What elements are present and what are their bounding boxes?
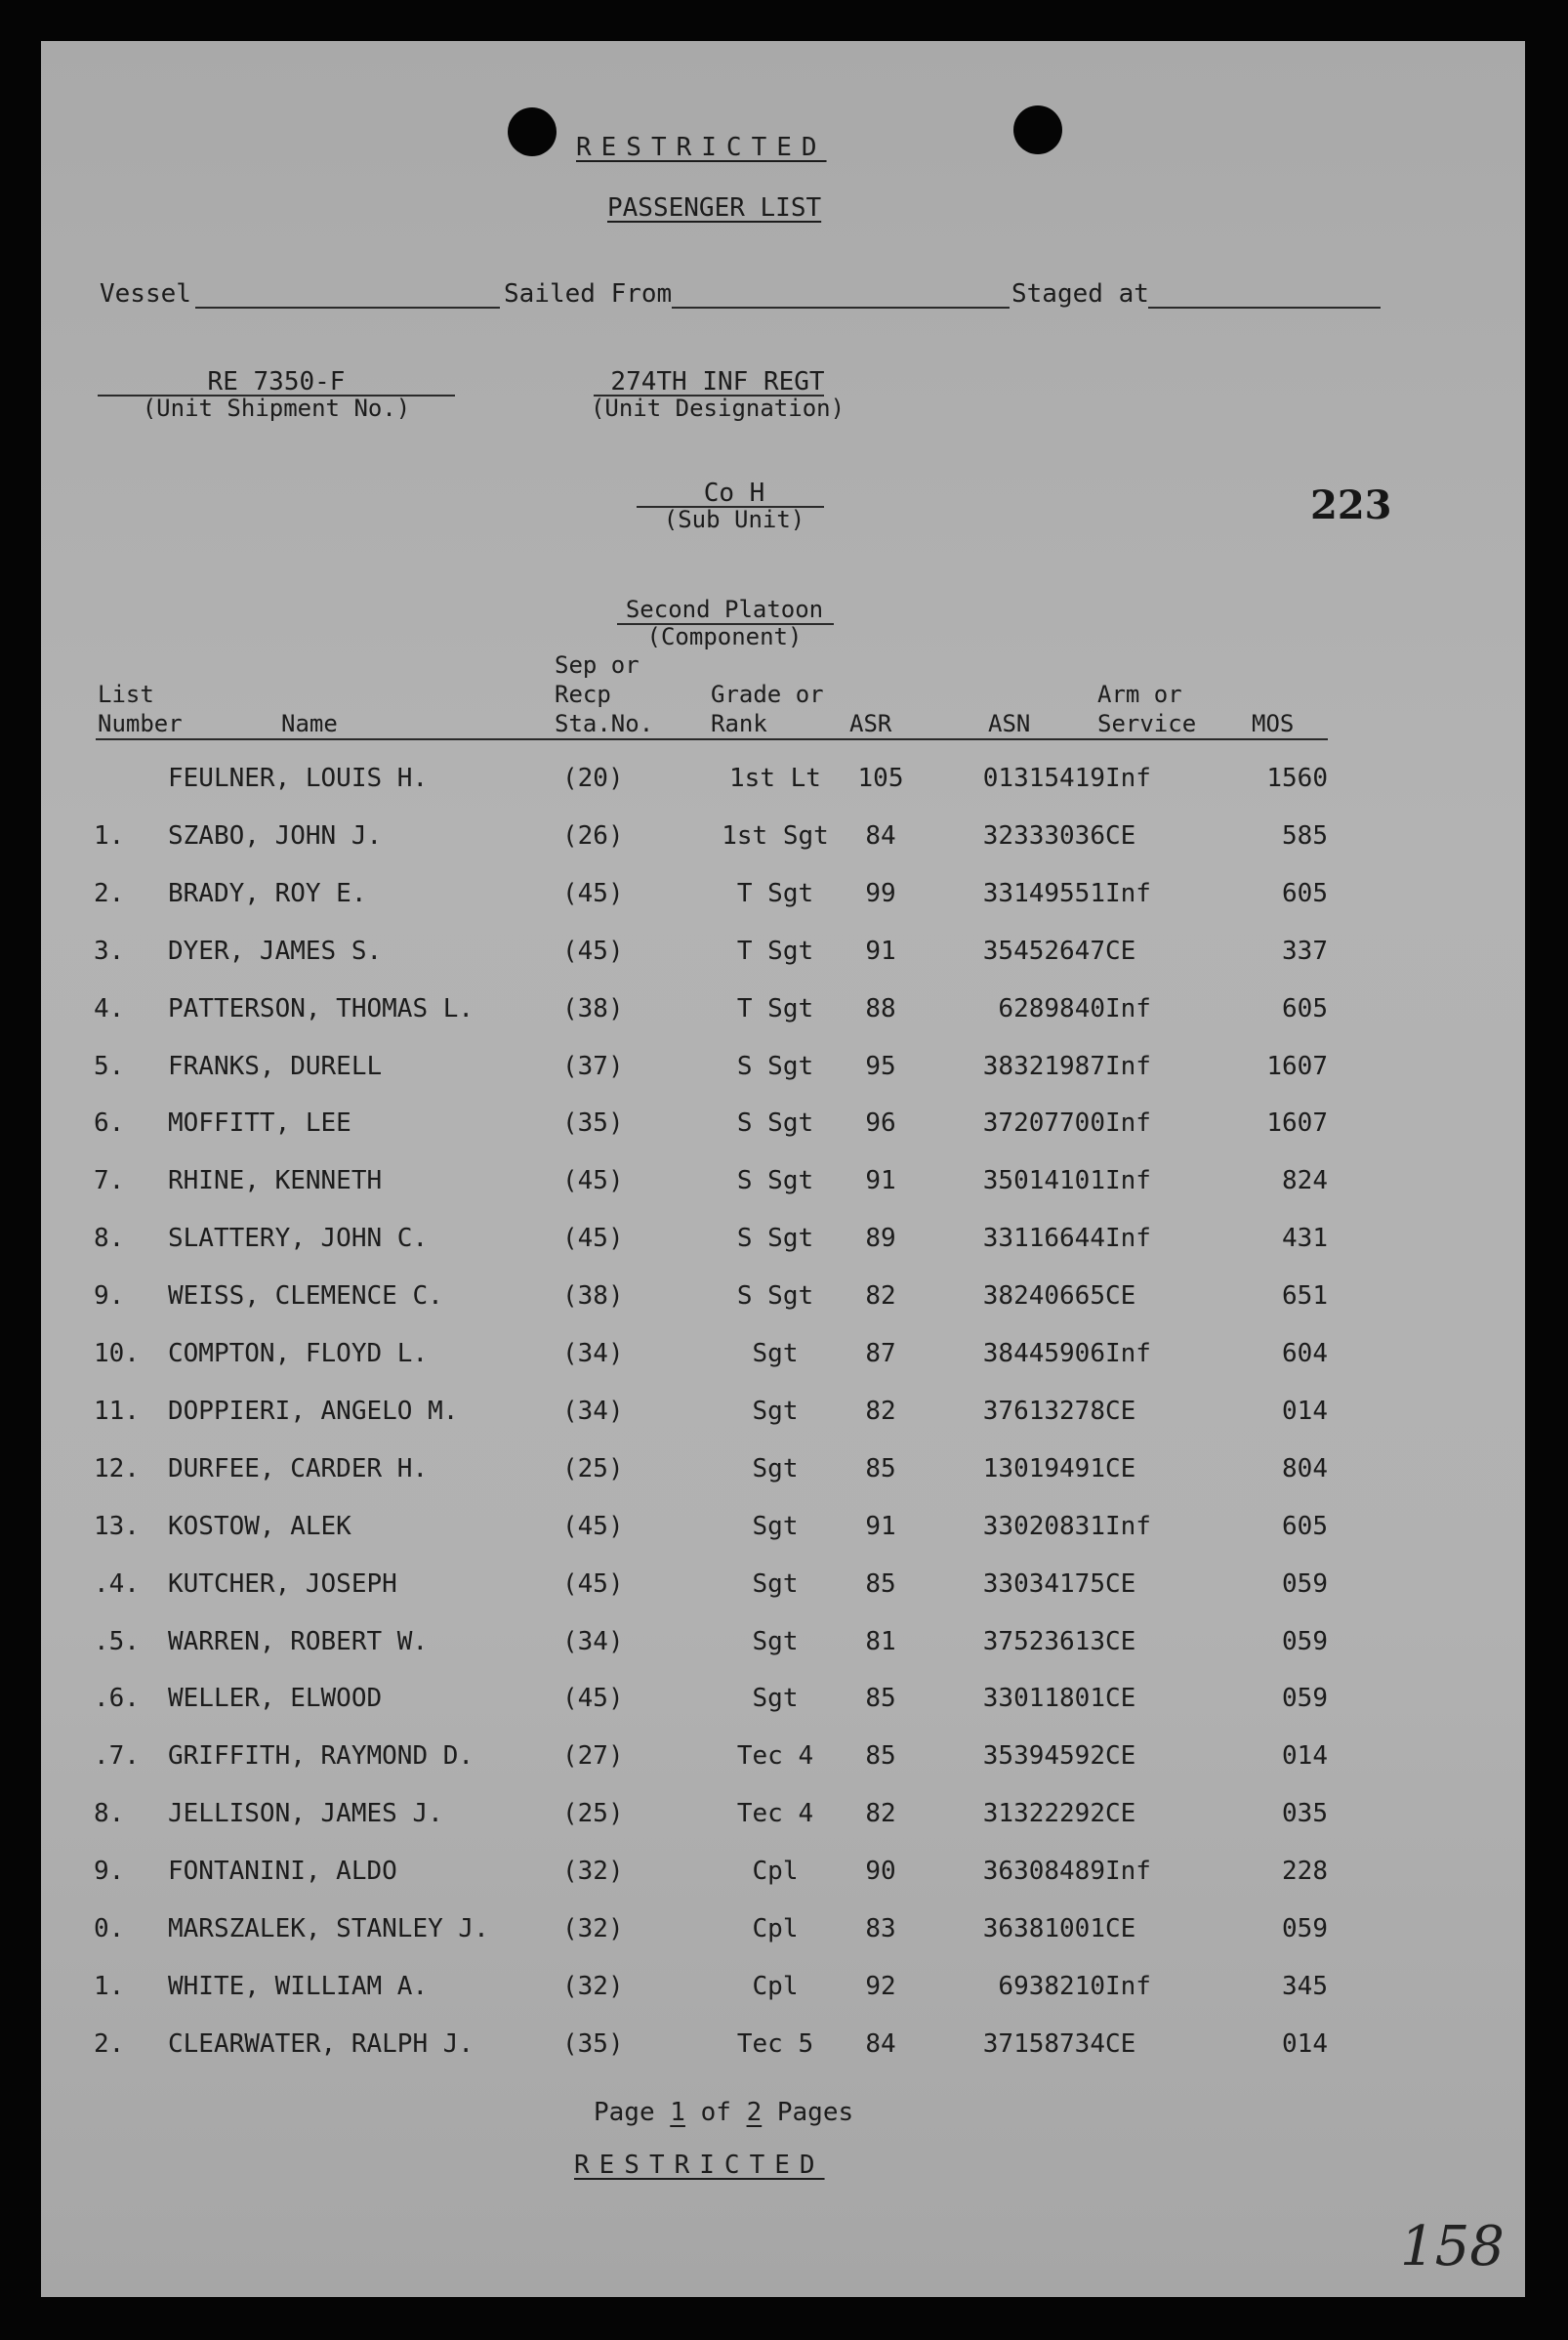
cell-mos: 059 — [1282, 1626, 1328, 1656]
table-row — [41, 1914, 1525, 1953]
cell-name: WEISS, CLEMENCE C. — [168, 1281, 443, 1312]
cell-arm: CE — [1105, 1741, 1136, 1772]
table-row — [41, 1281, 1525, 1320]
arm-service-header — [1097, 680, 1196, 738]
cell-sta: (20) — [562, 764, 624, 793]
grade-header-line2: Rank — [711, 710, 767, 737]
cell-asn: 37523613 — [982, 1626, 1105, 1656]
cell-arm: Inf — [1105, 764, 1151, 793]
arm-header-line1: Arm or — [1097, 681, 1182, 708]
cell-arm: CE — [1105, 1453, 1136, 1483]
unit-designation: 274TH INF REGT — [610, 367, 825, 397]
cell-num: .4. — [94, 1568, 140, 1599]
cell-sta: (34) — [562, 1339, 624, 1368]
cell-asn: 37158734 — [982, 2028, 1105, 2059]
cell-asn: 38445906 — [982, 1339, 1105, 1368]
cell-num: .5. — [94, 1626, 140, 1656]
cell-num: 9. — [94, 1857, 125, 1887]
component-caption: (Component) — [646, 623, 803, 650]
page-indicator — [594, 2098, 853, 2127]
cell-mos: 605 — [1282, 878, 1328, 908]
cell-asn: 6289840 — [998, 993, 1105, 1024]
table-row — [41, 879, 1525, 918]
cell-num: 12. — [94, 1453, 140, 1483]
cell-mos: 059 — [1282, 1684, 1328, 1714]
cell-name: WARREN, ROBERT W. — [168, 1626, 429, 1656]
cell-asn: 38321987 — [982, 1051, 1105, 1081]
cell-asn: 33034175 — [982, 1568, 1105, 1599]
cell-num: 6. — [94, 1108, 125, 1139]
cell-asr: 91 — [865, 936, 896, 966]
table-row — [41, 1454, 1525, 1493]
sheet-number: 223 — [1310, 482, 1392, 528]
table-row — [41, 1799, 1525, 1838]
cell-sta: (45) — [562, 1224, 624, 1254]
cell-grade: T Sgt — [736, 878, 814, 908]
sep-header-line1: Sep or — [555, 651, 640, 679]
document-page — [41, 41, 1525, 2297]
cell-grade: Sgt — [752, 1396, 799, 1426]
table-row — [41, 1684, 1525, 1723]
sub-unit-caption: (Sub Unit) — [663, 506, 805, 533]
list-number-header — [98, 680, 183, 738]
cell-grade: Tec 4 — [736, 1799, 814, 1829]
cell-mos: 059 — [1282, 1568, 1328, 1599]
restricted-footer: RESTRICTED — [574, 2151, 825, 2180]
cell-grade: Sgt — [752, 1339, 799, 1368]
cell-grade: 1st Lt — [729, 764, 821, 793]
cell-sta: (25) — [562, 1799, 624, 1829]
cell-sta: (37) — [562, 1051, 624, 1081]
table-row — [41, 937, 1525, 976]
table-row — [41, 1166, 1525, 1205]
cell-mos: 605 — [1282, 1511, 1328, 1541]
cell-arm: CE — [1105, 2028, 1136, 2059]
sub-unit: Co H — [703, 479, 765, 508]
cell-mos: 228 — [1282, 1857, 1328, 1887]
cell-num: .7. — [94, 1741, 140, 1772]
cell-num: 7. — [94, 1166, 125, 1196]
cell-asr: 91 — [865, 1511, 896, 1541]
cell-asn: 31322292 — [982, 1799, 1105, 1829]
cell-asr: 82 — [865, 1281, 896, 1312]
cell-grade: S Sgt — [736, 1166, 814, 1196]
cell-num: 11. — [94, 1396, 140, 1426]
cell-num: 3. — [94, 936, 125, 966]
table-row — [41, 821, 1525, 860]
cell-mos: 804 — [1282, 1453, 1328, 1483]
cell-grade: T Sgt — [736, 993, 814, 1024]
arm-header-line2: Service — [1097, 710, 1197, 737]
restricted-heading: RESTRICTED — [576, 133, 827, 162]
cell-mos: 337 — [1282, 936, 1328, 966]
cell-mos: 1607 — [1266, 1051, 1328, 1081]
vessel-label: Vessel — [100, 279, 191, 309]
cell-name: RHINE, KENNETH — [168, 1166, 383, 1196]
cell-name: WHITE, WILLIAM A. — [168, 1971, 429, 2001]
cell-asr: 89 — [865, 1224, 896, 1254]
cell-num: 8. — [94, 1224, 125, 1254]
cell-name: DOPPIERI, ANGELO M. — [168, 1396, 459, 1426]
header-rule — [96, 738, 1328, 740]
cell-sta: (45) — [562, 1684, 624, 1714]
cell-asr: 105 — [857, 764, 904, 793]
cell-name: FRANKS, DURELL — [168, 1051, 383, 1081]
cell-asn: 37207700 — [982, 1108, 1105, 1139]
cell-grade: Sgt — [752, 1453, 799, 1483]
staged-at-field-line — [1148, 307, 1381, 309]
cell-mos: 1607 — [1266, 1108, 1328, 1139]
cell-name: KUTCHER, JOSEPH — [168, 1568, 397, 1599]
page-word: Page — [594, 2098, 655, 2127]
cell-arm: Inf — [1105, 993, 1151, 1024]
cell-asn: 6938210 — [998, 1971, 1105, 2001]
pages-word: Pages — [776, 2098, 854, 2127]
cell-sta: (38) — [562, 993, 624, 1024]
cell-mos: 059 — [1282, 1914, 1328, 1943]
table-row — [41, 1627, 1525, 1666]
cell-name: DYER, JAMES S. — [168, 936, 383, 966]
name-header: Name — [281, 710, 338, 737]
cell-num: 8. — [94, 1799, 125, 1829]
mos-header: MOS — [1252, 710, 1295, 737]
cell-name: SLATTERY, JOHN C. — [168, 1224, 429, 1254]
cell-asr: 84 — [865, 820, 896, 851]
cell-sta: (32) — [562, 1857, 624, 1887]
cell-mos: 431 — [1282, 1224, 1328, 1254]
cell-mos: 651 — [1282, 1281, 1328, 1312]
cell-asr: 85 — [865, 1568, 896, 1599]
cell-asn: 13019491 — [982, 1453, 1105, 1483]
cell-grade: S Sgt — [736, 1051, 814, 1081]
cell-sta: (35) — [562, 2028, 624, 2059]
cell-asn: 32333036 — [982, 820, 1105, 851]
table-row — [41, 1512, 1525, 1551]
cell-grade: Tec 4 — [736, 1741, 814, 1772]
cell-asr: 96 — [865, 1108, 896, 1139]
cell-grade: Cpl — [752, 1857, 799, 1887]
cell-arm: CE — [1105, 936, 1136, 966]
cell-mos: 014 — [1282, 2028, 1328, 2059]
cell-arm: Inf — [1105, 1971, 1151, 2001]
cell-name: FONTANINI, ALDO — [168, 1857, 397, 1887]
cell-arm: Inf — [1105, 1108, 1151, 1139]
cell-grade: T Sgt — [736, 936, 814, 966]
cell-num: .6. — [94, 1684, 140, 1714]
sep-header-line2: Recp — [555, 681, 611, 708]
cell-sta: (45) — [562, 1166, 624, 1196]
punch-hole — [508, 107, 557, 156]
cell-asr: 87 — [865, 1339, 896, 1368]
cell-arm: Inf — [1105, 1339, 1151, 1368]
cell-asn: 33149551 — [982, 878, 1105, 908]
cell-arm: CE — [1105, 1281, 1136, 1312]
cell-asr: 82 — [865, 1799, 896, 1829]
list-header-line1: List — [98, 681, 154, 708]
cell-grade: Sgt — [752, 1568, 799, 1599]
cell-asn: 33116644 — [982, 1224, 1105, 1254]
cell-sta: (45) — [562, 1568, 624, 1599]
cell-num: 1. — [94, 1971, 125, 2001]
cell-grade: S Sgt — [736, 1108, 814, 1139]
table-row — [41, 994, 1525, 1033]
of-word: of — [700, 2098, 731, 2127]
cell-num: 0. — [94, 1914, 125, 1943]
cell-asr: 83 — [865, 1914, 896, 1943]
cell-grade: Cpl — [752, 1914, 799, 1943]
cell-mos: 604 — [1282, 1339, 1328, 1368]
vessel-field-line — [195, 307, 500, 309]
cell-name: WELLER, ELWOOD — [168, 1684, 383, 1714]
cell-asr: 88 — [865, 993, 896, 1024]
cell-grade: Tec 5 — [736, 2028, 814, 2059]
cell-num: 2. — [94, 878, 125, 908]
cell-asn: 35452647 — [982, 936, 1105, 966]
asn-header: ASN — [988, 710, 1031, 737]
table-row — [41, 2029, 1525, 2068]
grade-header — [711, 680, 824, 738]
cell-asn: 01315419 — [982, 764, 1105, 793]
cell-name: SZABO, JOHN J. — [168, 820, 383, 851]
cell-asr: 92 — [865, 1971, 896, 2001]
punch-hole — [1013, 105, 1062, 154]
cell-asr: 85 — [865, 1453, 896, 1483]
cell-grade: Sgt — [752, 1511, 799, 1541]
cell-grade: Sgt — [752, 1626, 799, 1656]
cell-asr: 84 — [865, 2028, 896, 2059]
cell-num: 4. — [94, 993, 125, 1024]
component: Second Platoon — [625, 596, 824, 623]
cell-asn: 35394592 — [982, 1741, 1105, 1772]
grade-header-line1: Grade or — [711, 681, 824, 708]
cell-name: COMPTON, FLOYD L. — [168, 1339, 429, 1368]
table-row — [41, 1972, 1525, 2011]
cell-mos: 824 — [1282, 1166, 1328, 1196]
table-row — [41, 1224, 1525, 1263]
cell-name: MARSZALEK, STANLEY J. — [168, 1914, 489, 1943]
table-row — [41, 764, 1525, 803]
cell-sta: (45) — [562, 1511, 624, 1541]
unit-shipment-caption: (Unit Shipment No.) — [142, 395, 411, 422]
cell-sta: (32) — [562, 1914, 624, 1943]
cell-asr: 95 — [865, 1051, 896, 1081]
cell-mos: 345 — [1282, 1971, 1328, 2001]
cell-arm: Inf — [1105, 878, 1151, 908]
cell-name: BRADY, ROY E. — [168, 878, 367, 908]
table-row — [41, 1857, 1525, 1896]
table-row — [41, 1108, 1525, 1148]
cell-name: JELLISON, JAMES J. — [168, 1799, 443, 1829]
cell-name: KOSTOW, ALEK — [168, 1511, 351, 1541]
cell-asr: 82 — [865, 1396, 896, 1426]
sailed-from-field-line — [672, 307, 1010, 309]
cell-mos: 014 — [1282, 1741, 1328, 1772]
page-current: 1 — [670, 2098, 685, 2127]
cell-asr: 90 — [865, 1857, 896, 1887]
cell-asn: 37613278 — [982, 1396, 1105, 1426]
table-row — [41, 1741, 1525, 1780]
cell-sta: (45) — [562, 878, 624, 908]
cell-mos: 585 — [1282, 820, 1328, 851]
cell-mos: 035 — [1282, 1799, 1328, 1829]
table-row — [41, 1397, 1525, 1436]
table-row — [41, 1569, 1525, 1609]
list-header-line2: Number — [98, 710, 183, 737]
cell-name: DURFEE, CARDER H. — [168, 1453, 429, 1483]
cell-name: FEULNER, LOUIS H. — [168, 764, 429, 793]
cell-asr: 85 — [865, 1684, 896, 1714]
cell-num: 10. — [94, 1339, 140, 1368]
cell-asr: 85 — [865, 1741, 896, 1772]
cell-num: 2. — [94, 2028, 125, 2059]
cell-arm: Inf — [1105, 1166, 1151, 1196]
cell-asn: 38240665 — [982, 1281, 1105, 1312]
sep-recp-header — [555, 650, 653, 738]
cell-sta: (38) — [562, 1281, 624, 1312]
cell-arm: Inf — [1105, 1857, 1151, 1887]
cell-name: MOFFITT, LEE — [168, 1108, 351, 1139]
cell-asr: 99 — [865, 878, 896, 908]
table-row — [41, 1052, 1525, 1091]
page-total: 2 — [746, 2098, 763, 2127]
cell-grade: S Sgt — [736, 1281, 814, 1312]
cell-sta: (27) — [562, 1741, 624, 1772]
sailed-from-label: Sailed From — [504, 279, 673, 309]
cell-grade: S Sgt — [736, 1224, 814, 1254]
cell-num: 9. — [94, 1281, 125, 1312]
sep-header-line3: Sta.No. — [555, 710, 654, 737]
cell-sta: (34) — [562, 1626, 624, 1656]
cell-name: PATTERSON, THOMAS L. — [168, 993, 475, 1024]
handwritten-page-number: 158 — [1400, 2215, 1505, 2278]
cell-grade: Sgt — [752, 1684, 799, 1714]
cell-sta: (26) — [562, 820, 624, 851]
cell-name: GRIFFITH, RAYMOND D. — [168, 1741, 475, 1772]
cell-mos: 605 — [1282, 993, 1328, 1024]
cell-sta: (35) — [562, 1108, 624, 1139]
cell-num: 5. — [94, 1051, 125, 1081]
cell-arm: Inf — [1105, 1051, 1151, 1081]
cell-arm: CE — [1105, 1568, 1136, 1599]
unit-shipment-number: RE 7350-F — [207, 367, 346, 397]
cell-name: CLEARWATER, RALPH J. — [168, 2028, 475, 2059]
cell-mos: 014 — [1282, 1396, 1328, 1426]
cell-num: 13. — [94, 1511, 140, 1541]
asr-header: ASR — [849, 710, 892, 737]
cell-asn: 36308489 — [982, 1857, 1105, 1887]
cell-sta: (32) — [562, 1971, 624, 2001]
cell-sta: (45) — [562, 936, 624, 966]
cell-arm: CE — [1105, 820, 1136, 851]
cell-arm: CE — [1105, 1799, 1136, 1829]
unit-designation-caption: (Unit Designation) — [590, 395, 846, 422]
cell-asn: 36381001 — [982, 1914, 1105, 1943]
cell-asr: 81 — [865, 1626, 896, 1656]
cell-arm: Inf — [1105, 1224, 1151, 1254]
cell-sta: (25) — [562, 1453, 624, 1483]
document-title: PASSENGER LIST — [607, 193, 822, 223]
cell-grade: 1st Sgt — [722, 820, 829, 851]
cell-asr: 91 — [865, 1166, 896, 1196]
cell-asn: 33011801 — [982, 1684, 1105, 1714]
cell-arm: CE — [1105, 1684, 1136, 1714]
cell-num: 1. — [94, 820, 125, 851]
table-row — [41, 1339, 1525, 1378]
cell-asn: 35014101 — [982, 1166, 1105, 1196]
cell-arm: CE — [1105, 1396, 1136, 1426]
staged-at-label: Staged at — [1011, 279, 1149, 309]
cell-arm: Inf — [1105, 1511, 1151, 1541]
cell-asn: 33020831 — [982, 1511, 1105, 1541]
cell-sta: (34) — [562, 1396, 624, 1426]
cell-arm: CE — [1105, 1626, 1136, 1656]
cell-arm: CE — [1105, 1914, 1136, 1943]
cell-mos: 1560 — [1266, 764, 1328, 793]
cell-grade: Cpl — [752, 1971, 799, 2001]
